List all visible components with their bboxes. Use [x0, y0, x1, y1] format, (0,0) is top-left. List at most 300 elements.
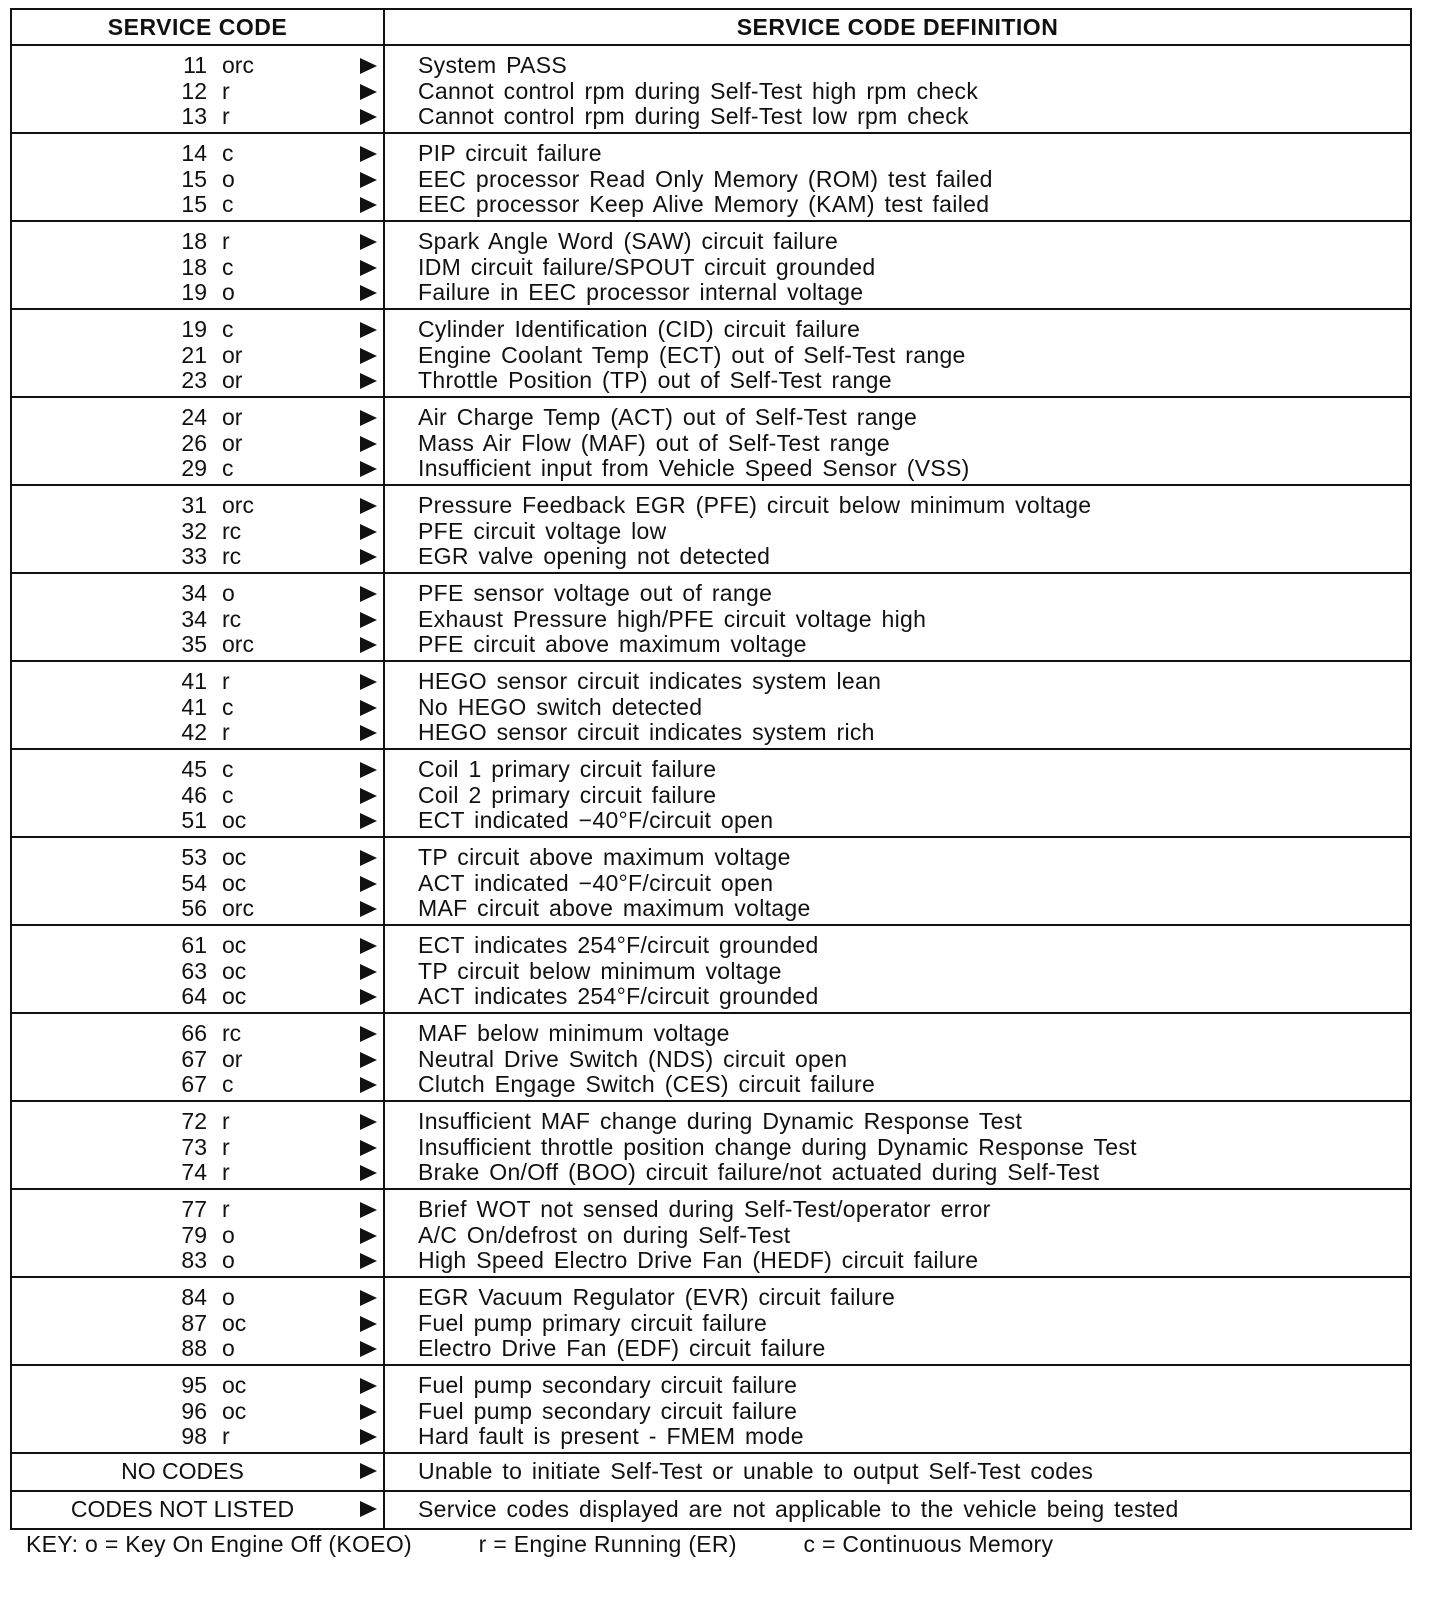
code-cell: [11, 1013, 384, 1101]
code-definition: IDM circuit failure/SPOUT circuit grounded: [418, 253, 876, 280]
code-definition: EGR Vacuum Regulator (EVR) circuit failure: [418, 1284, 896, 1310]
code-group-row: [11, 1013, 1411, 1101]
code-entry: [12, 192, 383, 218]
code-mode: c: [222, 191, 234, 217]
code-cell: [11, 397, 384, 485]
code-group-row: [11, 397, 1411, 485]
code-number: 23: [181, 367, 207, 393]
right-triangle-arrow-icon: [360, 989, 377, 1005]
code-entry: [12, 368, 383, 394]
code-group-row: [11, 309, 1411, 397]
special-code-row: [11, 1453, 1411, 1491]
code-mode: o: [222, 580, 235, 606]
definition-cell: [384, 837, 1411, 925]
special-code-row: [11, 1491, 1411, 1529]
code-definition: High Speed Electro Drive Fan (HEDF) circuit failure: [418, 1247, 979, 1273]
right-triangle-arrow-icon: [360, 1077, 377, 1093]
code-number: 54: [181, 869, 207, 896]
code-number: 88: [181, 1335, 207, 1361]
code-number: 74: [181, 1159, 207, 1185]
code-cell: [11, 837, 384, 925]
code-definition: HEGO sensor circuit indicates system lean: [418, 668, 882, 694]
code-mode: r: [222, 1196, 230, 1222]
code-number: 19: [181, 279, 207, 305]
right-triangle-arrow-icon: [360, 725, 377, 741]
code-number: 83: [181, 1247, 207, 1273]
code-definition: EGR valve opening not detected: [418, 543, 771, 569]
code-definition: MAF circuit above maximum voltage: [418, 895, 811, 921]
code-group-row: [11, 925, 1411, 1013]
code-mode: rc: [222, 543, 242, 569]
code-entry: [12, 1399, 383, 1425]
code-entry: [12, 1135, 383, 1161]
code-cell: [11, 309, 384, 397]
code-mode: c: [222, 756, 234, 782]
code-number: 15: [181, 191, 207, 217]
definition-cell: [384, 1189, 1411, 1277]
definition-cell: [384, 1013, 1411, 1101]
mode-key-legend: [26, 1531, 1113, 1558]
right-triangle-arrow-icon: [360, 674, 377, 690]
right-triangle-arrow-icon: [360, 1463, 377, 1479]
code-number: 95: [181, 1372, 207, 1398]
code-cell: [11, 1453, 384, 1491]
code-group-row: [11, 661, 1411, 749]
code-group-row: [11, 1277, 1411, 1365]
code-group-row: [11, 1101, 1411, 1189]
code-definition: Insufficient input from Vehicle Speed Sensor (VSS): [418, 455, 970, 481]
definition-cell: [384, 661, 1411, 749]
code-definition: MAF below minimum voltage: [418, 1020, 730, 1046]
code-cell: [11, 661, 384, 749]
code-entry: [12, 1223, 383, 1249]
code-number: 84: [181, 1284, 207, 1310]
key-c-label: c = Continuous Memory: [803, 1531, 1054, 1557]
code-entry: [12, 871, 383, 897]
right-triangle-arrow-icon: [360, 1165, 377, 1181]
code-definition: EEC processor Keep Alive Memory (KAM) test failed: [418, 191, 990, 217]
code-number: 66: [181, 1020, 207, 1046]
right-triangle-arrow-icon: [360, 964, 377, 980]
code-cell: [11, 573, 384, 661]
code-mode: r: [222, 1423, 230, 1449]
code-group-row: [11, 749, 1411, 837]
code-entry: [12, 255, 383, 281]
code-mode: oc: [222, 844, 247, 870]
code-group-row: [11, 1365, 1411, 1453]
code-mode: orc: [222, 895, 254, 921]
code-definition: Insufficient throttle position change during Dynamic Response Test: [418, 1133, 1137, 1160]
code-entry: [12, 280, 383, 306]
right-triangle-arrow-icon: [360, 1026, 377, 1042]
code-entry: [12, 431, 383, 457]
code-entry: [12, 607, 383, 633]
code-number: 15: [181, 165, 207, 192]
code-mode: o: [222, 165, 235, 192]
code-entry: [12, 167, 383, 193]
right-triangle-arrow-icon: [360, 322, 377, 338]
code-definition: PFE sensor voltage out of range: [418, 580, 773, 606]
code-cell: [11, 925, 384, 1013]
code-number: 64: [181, 983, 207, 1009]
code-definition: Cannot control rpm during Self-Test high rpm check: [418, 77, 979, 104]
code-definition: Engine Coolant Temp (ECT) out of Self-Test range: [418, 341, 966, 368]
definition-cell: [384, 573, 1411, 661]
right-triangle-arrow-icon: [360, 1501, 377, 1517]
code-number: 61: [181, 932, 207, 958]
code-definition: Fuel pump secondary circuit failure: [418, 1372, 798, 1398]
code-entry: [12, 104, 383, 130]
code-mode: or: [222, 429, 243, 456]
right-triangle-arrow-icon: [360, 348, 377, 364]
right-triangle-arrow-icon: [360, 410, 377, 426]
code-entry: [12, 1311, 383, 1337]
code-number: 79: [181, 1221, 207, 1248]
right-triangle-arrow-icon: [360, 637, 377, 653]
code-mode: c: [222, 253, 234, 280]
code-entry: [12, 1047, 383, 1073]
code-cell: [11, 133, 384, 221]
right-triangle-arrow-icon: [360, 586, 377, 602]
right-triangle-arrow-icon: [360, 461, 377, 477]
code-entry: [12, 632, 383, 658]
code-entry: [12, 720, 383, 746]
code-mode: o: [222, 1247, 235, 1273]
code-mode: oc: [222, 983, 247, 1009]
definition-cell: [384, 925, 1411, 1013]
code-definition: EEC processor Read Only Memory (ROM) test failed: [418, 165, 993, 192]
code-number: 24: [181, 404, 207, 430]
code-definition: Fuel pump primary circuit failure: [418, 1309, 768, 1336]
code-number: 26: [181, 429, 207, 456]
code-number: 51: [181, 807, 207, 833]
code-cell: [11, 1365, 384, 1453]
right-triangle-arrow-icon: [360, 1114, 377, 1130]
code-number: 21: [181, 341, 207, 368]
right-triangle-arrow-icon: [360, 84, 377, 100]
code-entry: [12, 343, 383, 369]
code-mode: oc: [222, 957, 247, 984]
code-mode: r: [222, 668, 230, 694]
code-number: 35: [181, 631, 207, 657]
code-number: 31: [181, 492, 207, 518]
code-number: 32: [181, 517, 207, 544]
code-definition: Air Charge Temp (ACT) out of Self-Test range: [418, 404, 918, 430]
code-entry: [12, 1197, 383, 1223]
code-definition: ECT indicated −40°F/circuit open: [418, 807, 774, 833]
code-mode: c: [222, 693, 234, 720]
right-triangle-arrow-icon: [360, 762, 377, 778]
code-mode: o: [222, 1335, 235, 1361]
right-triangle-arrow-icon: [360, 549, 377, 565]
code-entry: [12, 53, 383, 79]
definition-cell: [384, 221, 1411, 309]
code-entry: [12, 695, 383, 721]
special-code-label: CODES NOT LISTED: [70, 1496, 295, 1522]
code-number: 67: [181, 1045, 207, 1072]
right-triangle-arrow-icon: [360, 1228, 377, 1244]
key-r-label: r = Engine Running (ER): [478, 1531, 737, 1557]
code-entry: [12, 1248, 383, 1274]
code-mode: o: [222, 279, 235, 305]
code-number: 46: [181, 781, 207, 808]
code-mode: c: [222, 140, 234, 166]
code-group-row: [11, 573, 1411, 661]
right-triangle-arrow-icon: [360, 146, 377, 162]
code-number: 53: [181, 844, 207, 870]
code-entry: [12, 1160, 383, 1186]
right-triangle-arrow-icon: [360, 612, 377, 628]
code-entry: [12, 845, 383, 871]
code-entry: [12, 669, 383, 695]
code-cell: [11, 749, 384, 837]
definition-cell: [384, 1365, 1411, 1453]
right-triangle-arrow-icon: [360, 938, 377, 954]
right-triangle-arrow-icon: [360, 109, 377, 125]
code-mode: c: [222, 1071, 234, 1097]
code-number: 87: [181, 1309, 207, 1336]
code-group-row: [11, 221, 1411, 309]
code-entry: [12, 1072, 383, 1098]
code-entry: [12, 581, 383, 607]
definition-cell: [384, 1491, 1411, 1529]
right-triangle-arrow-icon: [360, 1202, 377, 1218]
code-entry: [12, 519, 383, 545]
right-triangle-arrow-icon: [360, 1378, 377, 1394]
right-triangle-arrow-icon: [360, 700, 377, 716]
code-mode: c: [222, 781, 234, 808]
code-number: 18: [181, 228, 207, 254]
right-triangle-arrow-icon: [360, 1341, 377, 1357]
code-definition: ACT indicates 254°F/circuit grounded: [418, 983, 819, 1009]
code-number: 41: [181, 668, 207, 694]
code-group-row: [11, 133, 1411, 221]
code-definition: Throttle Position (TP) out of Self-Test range: [418, 367, 892, 393]
code-definition: Cylinder Identification (CID) circuit failure: [418, 316, 861, 342]
special-code-label: NO CODES: [121, 1458, 244, 1484]
code-definition: Coil 2 primary circuit failure: [418, 781, 717, 808]
right-triangle-arrow-icon: [360, 260, 377, 276]
code-mode: r: [222, 103, 230, 129]
service-code-definition-header: SERVICE CODE DEFINITION: [384, 9, 1411, 45]
code-entry: [12, 79, 383, 105]
code-mode: orc: [222, 631, 254, 657]
code-mode: o: [222, 1221, 235, 1248]
definition-cell: [384, 1277, 1411, 1365]
code-entry: [12, 757, 383, 783]
code-definition: Exhaust Pressure high/PFE circuit voltage high: [418, 605, 927, 632]
code-mode: oc: [222, 932, 247, 958]
code-entry: [12, 1021, 383, 1047]
service-code-sheet: [10, 8, 1410, 1530]
code-mode: rc: [222, 517, 242, 544]
right-triangle-arrow-icon: [360, 788, 377, 804]
right-triangle-arrow-icon: [360, 172, 377, 188]
code-definition: Fuel pump secondary circuit failure: [418, 1397, 798, 1424]
code-entry: [12, 933, 383, 959]
code-entry: [12, 1109, 383, 1135]
key-o-label: KEY: o = Key On Engine Off (KOEO): [26, 1531, 412, 1557]
code-mode: oc: [222, 1397, 247, 1424]
right-triangle-arrow-icon: [360, 524, 377, 540]
code-cell: [11, 1189, 384, 1277]
code-definition: System PASS: [418, 52, 568, 78]
code-entry: [12, 1424, 383, 1450]
code-definition: Electro Drive Fan (EDF) circuit failure: [418, 1335, 826, 1361]
code-mode: r: [222, 1133, 230, 1160]
code-cell: [11, 485, 384, 573]
code-entry: [12, 405, 383, 431]
definition-cell: [384, 309, 1411, 397]
code-number: 19: [181, 316, 207, 342]
code-mode: r: [222, 719, 230, 745]
definition-cell: [384, 1453, 1411, 1491]
code-cell: [11, 221, 384, 309]
code-definition: Coil 1 primary circuit failure: [418, 756, 717, 782]
code-number: 56: [181, 895, 207, 921]
right-triangle-arrow-icon: [360, 58, 377, 74]
code-group-row: [11, 485, 1411, 573]
code-number: 45: [181, 756, 207, 782]
code-mode: oc: [222, 1309, 247, 1336]
code-entry: [12, 141, 383, 167]
code-mode: o: [222, 1284, 235, 1310]
code-number: 11: [183, 52, 207, 78]
code-number: 34: [181, 605, 207, 632]
definition-cell: [384, 45, 1411, 133]
code-definition: PFE circuit above maximum voltage: [418, 631, 807, 657]
code-definition: Clutch Engage Switch (CES) circuit failure: [418, 1071, 876, 1097]
code-number: 72: [181, 1108, 207, 1134]
code-definition: PIP circuit failure: [418, 140, 602, 166]
code-mode: or: [222, 367, 243, 393]
code-mode: c: [222, 316, 234, 342]
code-mode: r: [222, 1108, 230, 1134]
code-definition: Spark Angle Word (SAW) circuit failure: [418, 228, 839, 254]
special-code-definition: Unable to initiate Self-Test or unable to output Self-Test codes: [418, 1458, 1094, 1484]
code-cell: [11, 1491, 384, 1529]
code-definition: Insufficient MAF change during Dynamic Response Test: [418, 1108, 1023, 1134]
code-cell: [11, 45, 384, 133]
code-group-row: [11, 1189, 1411, 1277]
code-entry: [12, 456, 383, 482]
code-definition: Neutral Drive Switch (NDS) circuit open: [418, 1045, 848, 1072]
code-definition: PFE circuit voltage low: [418, 517, 667, 544]
code-entry: [12, 493, 383, 519]
code-mode: or: [222, 404, 243, 430]
code-mode: r: [222, 228, 230, 254]
code-mode: c: [222, 455, 234, 481]
code-number: 67: [181, 1071, 207, 1097]
definition-cell: [384, 397, 1411, 485]
code-mode: rc: [222, 1020, 242, 1046]
code-number: 73: [181, 1133, 207, 1160]
code-mode: oc: [222, 807, 247, 833]
code-mode: rc: [222, 605, 242, 632]
right-triangle-arrow-icon: [360, 436, 377, 452]
code-definition: HEGO sensor circuit indicates system rich: [418, 719, 875, 745]
right-triangle-arrow-icon: [360, 813, 377, 829]
code-number: 41: [181, 693, 207, 720]
code-mode: oc: [222, 1372, 247, 1398]
code-definition: Hard fault is present - FMEM mode: [418, 1423, 804, 1449]
code-number: 63: [181, 957, 207, 984]
code-number: 34: [181, 580, 207, 606]
code-number: 96: [181, 1397, 207, 1424]
right-triangle-arrow-icon: [360, 498, 377, 514]
service-code-header: SERVICE CODE: [11, 9, 384, 45]
code-group-row: [11, 837, 1411, 925]
code-number: 42: [181, 719, 207, 745]
code-number: 33: [181, 543, 207, 569]
definition-cell: [384, 485, 1411, 573]
service-code-table-body: [11, 45, 1411, 1529]
definition-cell: [384, 133, 1411, 221]
code-mode: oc: [222, 869, 247, 896]
right-triangle-arrow-icon: [360, 876, 377, 892]
code-entry: [12, 783, 383, 809]
service-code-table: [10, 8, 1412, 1530]
right-triangle-arrow-icon: [360, 234, 377, 250]
right-triangle-arrow-icon: [360, 1316, 377, 1332]
code-definition: Cannot control rpm during Self-Test low rpm check: [418, 103, 969, 129]
code-entry: [12, 808, 383, 834]
code-entry: [12, 544, 383, 570]
right-triangle-arrow-icon: [360, 285, 377, 301]
code-mode: r: [222, 1159, 230, 1185]
definition-cell: [384, 749, 1411, 837]
code-definition: Brief WOT not sensed during Self-Test/operator error: [418, 1196, 991, 1222]
right-triangle-arrow-icon: [360, 850, 377, 866]
code-definition: Mass Air Flow (MAF) out of Self-Test range: [418, 429, 891, 456]
code-mode: or: [222, 1045, 243, 1072]
code-cell: [11, 1101, 384, 1189]
code-definition: ECT indicates 254°F/circuit grounded: [418, 932, 819, 958]
right-triangle-arrow-icon: [360, 1290, 377, 1306]
code-entry: [12, 229, 383, 255]
code-entry: [12, 317, 383, 343]
right-triangle-arrow-icon: [360, 373, 377, 389]
code-definition: Pressure Feedback EGR (PFE) circuit below minimum voltage: [418, 492, 1092, 518]
code-entry: [12, 1285, 383, 1311]
code-number: 18: [181, 253, 207, 280]
code-number: 14: [181, 140, 207, 166]
right-triangle-arrow-icon: [360, 197, 377, 213]
code-entry: [12, 984, 383, 1010]
code-number: 13: [181, 103, 207, 129]
code-entry: [12, 959, 383, 985]
right-triangle-arrow-icon: [360, 1253, 377, 1269]
code-entry: [12, 1373, 383, 1399]
code-mode: orc: [222, 52, 254, 78]
right-triangle-arrow-icon: [360, 1140, 377, 1156]
special-code-definition: Service codes displayed are not applicable to the vehicle being tested: [418, 1496, 1179, 1522]
code-number: 98: [181, 1423, 207, 1449]
code-definition: TP circuit below minimum voltage: [418, 957, 782, 984]
code-mode: or: [222, 341, 243, 368]
code-definition: A/C On/defrost on during Self-Test: [418, 1221, 791, 1248]
code-group-row: [11, 45, 1411, 133]
code-definition: Failure in EEC processor internal voltage: [418, 279, 864, 305]
code-entry: [12, 896, 383, 922]
code-number: 77: [181, 1196, 207, 1222]
code-definition: Brake On/Off (BOO) circuit failure/not actuated during Self-Test: [418, 1159, 1100, 1185]
code-mode: r: [222, 77, 230, 104]
code-number: 29: [181, 455, 207, 481]
code-cell: [11, 1277, 384, 1365]
code-number: 12: [181, 77, 207, 104]
right-triangle-arrow-icon: [360, 1429, 377, 1445]
